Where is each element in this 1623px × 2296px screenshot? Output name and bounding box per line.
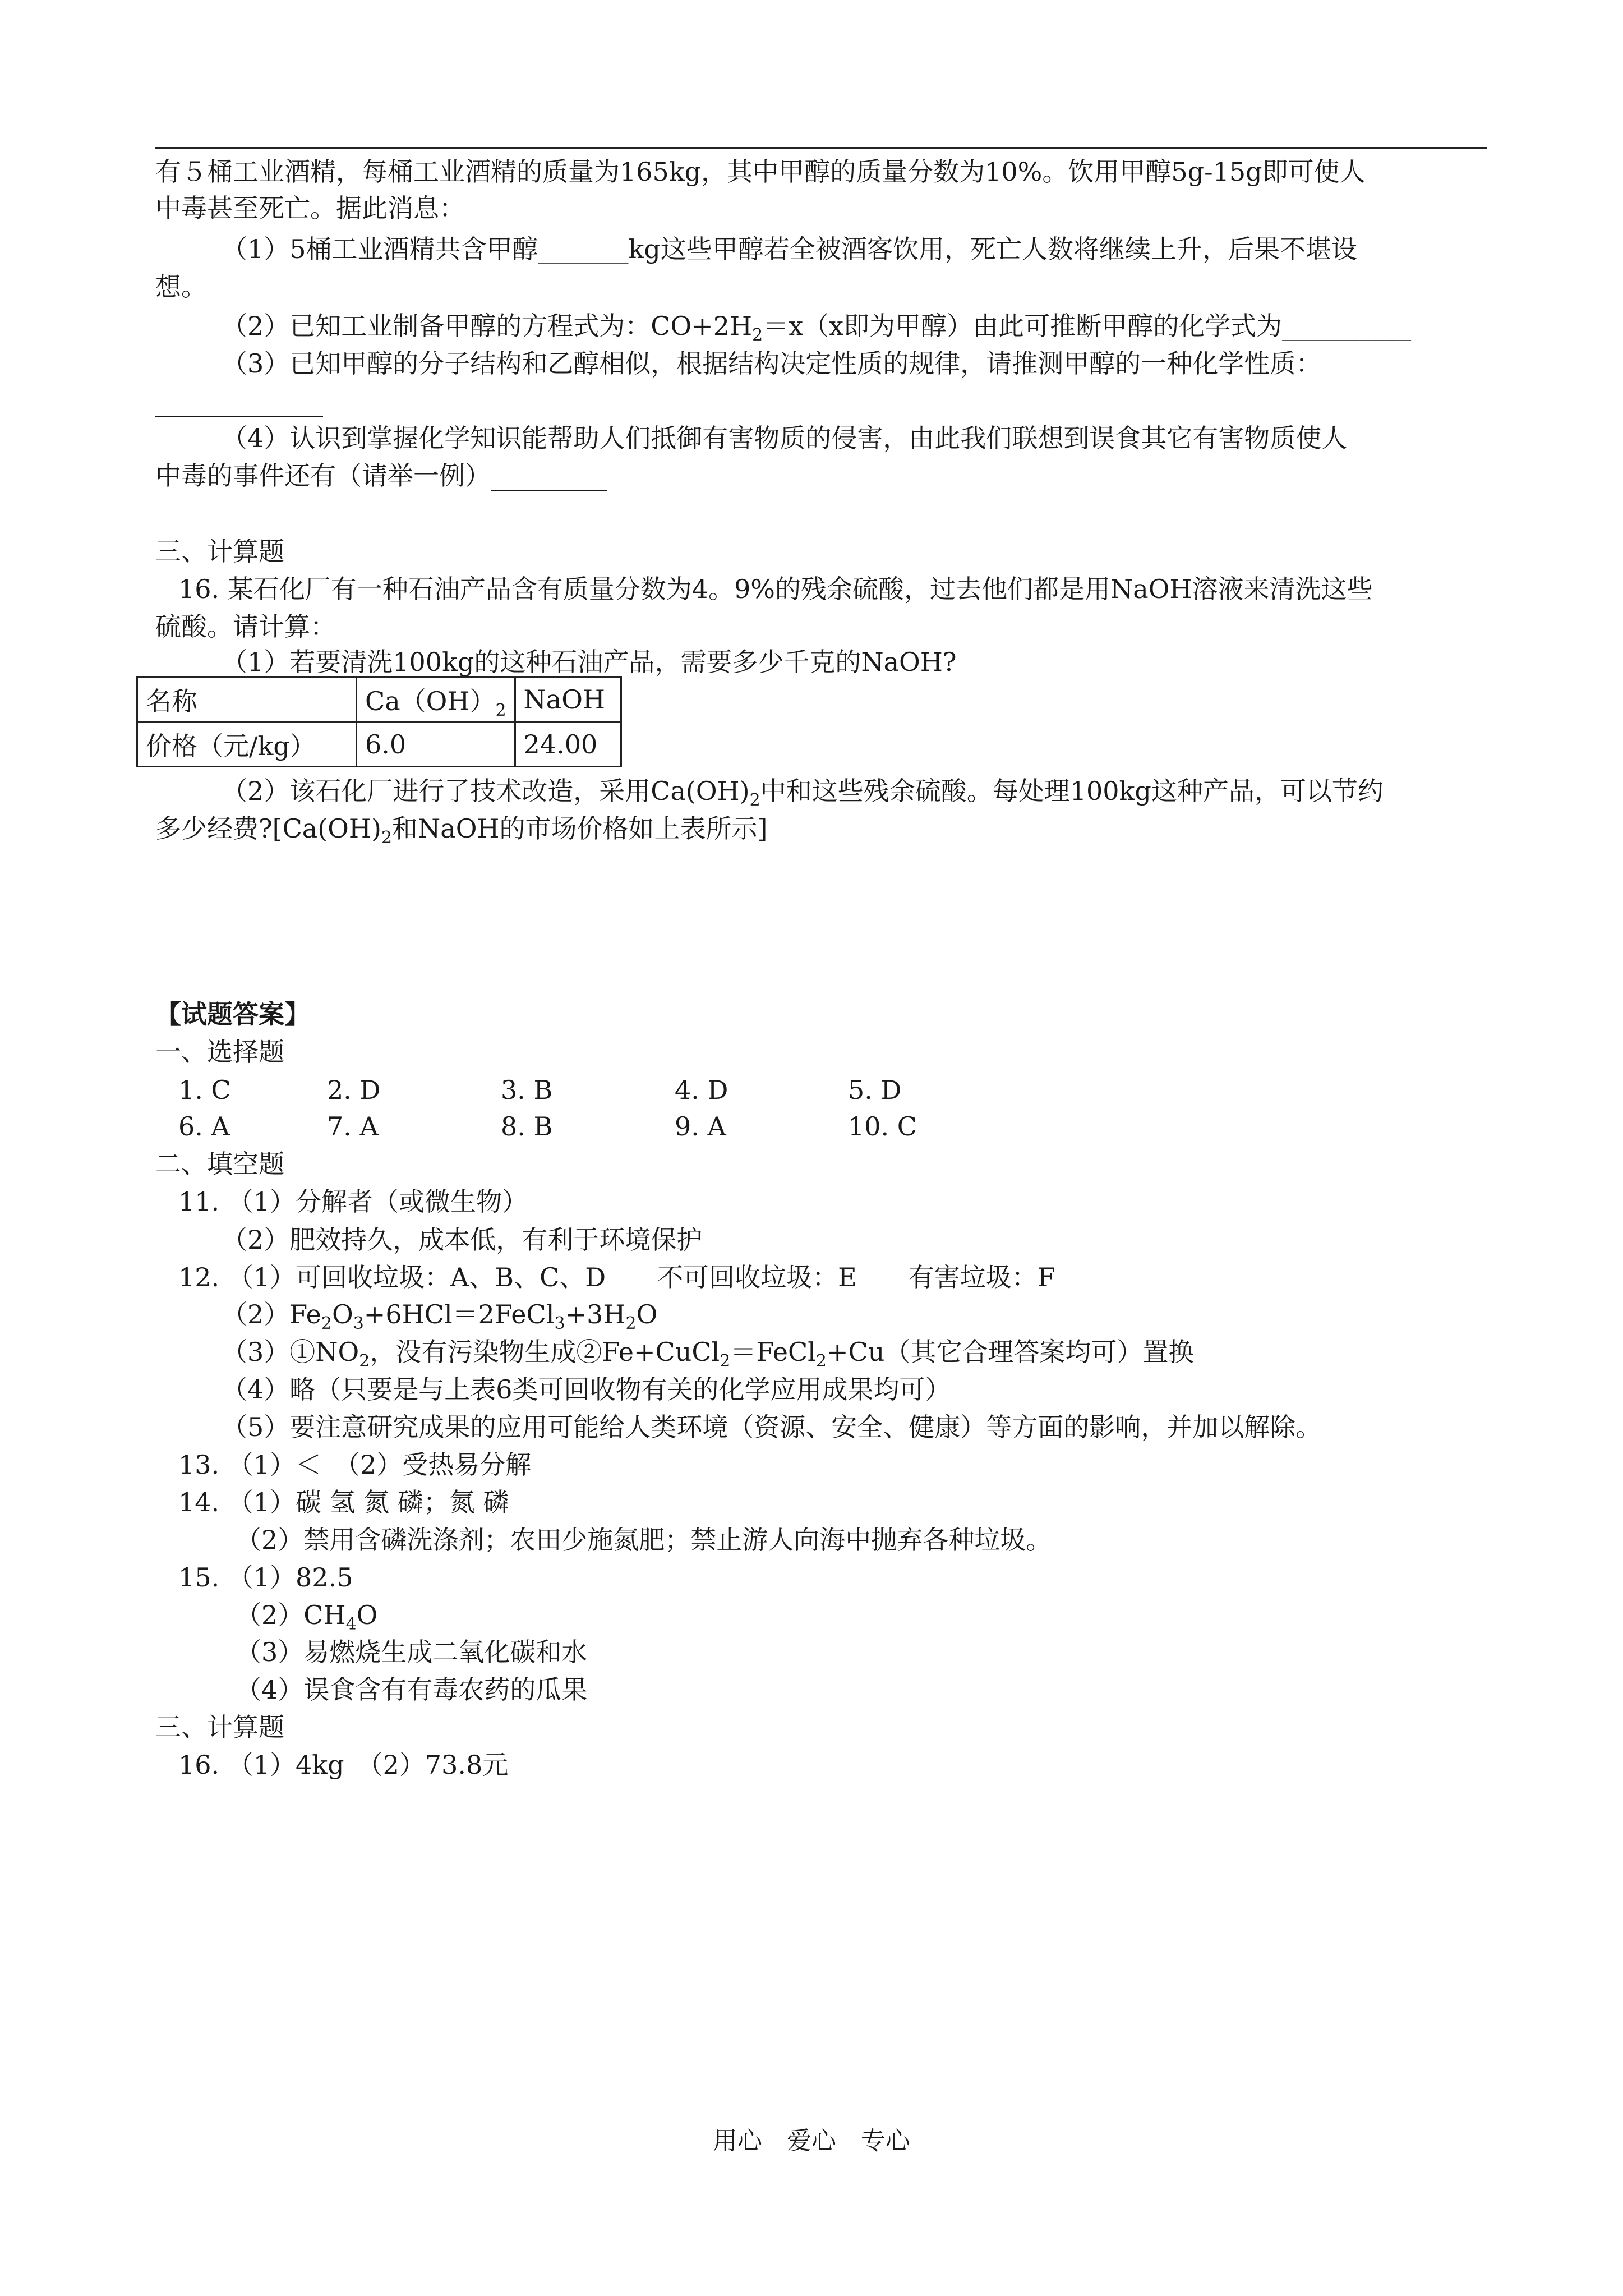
table-row [137, 677, 621, 722]
answer-14-part2: （2）禁用含磷洗涤剂；农田少施氮肥；禁止游人向海中抛弃各种垃圾。 [236, 1525, 1052, 1555]
table-cell-caoh-price: 6.0 [357, 722, 515, 767]
table-cell-name-header: 名称 [137, 677, 357, 722]
answer-15-part1: 15. （1）82.5 [178, 1562, 353, 1593]
q15-part3-blank: _____________ [155, 386, 323, 417]
choice-answer: 1. C [178, 1075, 231, 1105]
price-table [136, 676, 622, 767]
answer-12-part3: $(3)①NO_2$，没有污染物生成②Fe+CuCl$_2$＝FeCl$_2$+Cu（其它合理答案均可）置换 [222, 1337, 1195, 1371]
q15-part1-line2: 想。 [155, 272, 207, 302]
answer-12-part4: （4）略（只要是与上表6类可回收物有关的化学应用成果均可） [222, 1374, 951, 1405]
answer-11-part1: 11. （1）分解者（或微生物） [178, 1186, 528, 1217]
table-cell-naoh-header: NaOH [515, 677, 621, 722]
section3-title: 三、计算题 [155, 536, 284, 567]
intro-line-2: 中毒甚至死亡。据此消息： [155, 193, 465, 223]
answer-12-part5: （5）要注意研究成果的应用可能给人类环境（资源、安全、健康）等方面的影响，并加以解除。 [222, 1412, 1322, 1442]
table-row [137, 722, 621, 767]
q16-line1: 16. 某石化厂有一种石油产品含有质量分数为4。9%的残余硫酸，过去他们都是用NaOH溶液来清洗这些 [178, 574, 1373, 604]
answer-15-part2: $(2)CH_4O$ [236, 1600, 378, 1634]
answers-title: 【试题答案】 [155, 999, 310, 1029]
header-rule [155, 147, 1487, 149]
answer-12-part1: 12. （1）可回收垃圾：A、B、C、D 不可回收垃圾：E 有害垃圾：F [178, 1262, 1055, 1292]
answers-section3-title: 三、计算题 [155, 1712, 284, 1742]
answer-14-part1: 14. （1）碳 氢 氮 磷；氮 磷 [178, 1487, 509, 1517]
choice-answer: 4. D [675, 1075, 728, 1105]
answer-16: 16. （1）4kg （2）73.8元 [178, 1750, 509, 1780]
q15-part4-line2: 中毒的事件还有（请举一例）_________ [155, 461, 607, 491]
answer-15-part4: （4）误食含有有毒农药的瓜果 [236, 1674, 588, 1705]
page-footer: 用心 爱心 专心 [713, 2127, 910, 2155]
q15-part3-line1: （3）已知甲醇的分子结构和乙醇相似，根据结构决定性质的规律，请推测甲醇的一种化学性质： [222, 348, 1322, 379]
choice-answer: 5. D [848, 1075, 902, 1105]
choice-answer: 3. B [501, 1075, 553, 1105]
choice-answer: 9. A [675, 1111, 726, 1142]
answers-section2-title: 二、填空题 [155, 1149, 284, 1179]
answers-section1-title: 一、选择题 [155, 1037, 284, 1067]
answer-12-part2: $(2)Fe_2O_3+6HCl=2FeCl_3+3H_2O$ [222, 1299, 658, 1333]
q15-part1-line1: （1）5桶工业酒精共含甲醇_______kg这些甲醇若全被酒客饮用，死亡人数将继续上升，后果不堪设 [222, 234, 1357, 264]
choice-answer: 2. D [327, 1075, 381, 1105]
choice-answer: 10. C [848, 1111, 917, 1142]
intro-line-1: 有５桶工业酒精，每桶工业酒精的质量为165kg，其中甲醇的质量分数为10%。饮用甲醇5g-15g即可使人 [155, 157, 1366, 187]
answer-13: 13. （1）＜ （2）受热易分解 [178, 1450, 532, 1480]
choice-answer: 8. B [501, 1111, 553, 1142]
q15-part4-line1: （4）认识到掌握化学知识能帮助人们抵御有害物质的侵害，由此我们联想到误食其它有害物质使人 [222, 423, 1348, 453]
choice-answer: 7. A [327, 1111, 379, 1142]
q16-line2: 硫酸。请计算： [155, 611, 336, 642]
q16-part2-line1: （2）该石化厂进行了技术改造，采用$Ca(OH)_2$中和这些残余硫酸。每处理100kg这种产品，可以节约 [222, 776, 1384, 810]
answer-15-part3: （3）易燃烧生成二氧化碳和水 [236, 1637, 588, 1667]
table-cell-price-label: 价格（元/kg） [137, 722, 357, 767]
q16-part2-line2: 多少经费$?[Ca(OH)_2$和NaOH的市场价格如上表所示] [155, 813, 768, 848]
table-cell-naoh-price: 24.00 [515, 722, 621, 767]
q16-part1: （1）若要清洗100kg的这种石油产品，需要多少千克的NaOH? [222, 647, 957, 677]
choice-answer: 6. A [178, 1111, 230, 1142]
table-cell-caoh-header: $Ca(OH)_2$ [357, 677, 515, 722]
answer-11-part2: （2）肥效持久，成本低，有利于环境保护 [222, 1225, 703, 1255]
q15-part2: （2）已知工业制备甲醇的方程式为：$CO+2H_2=x(x$即为甲醇）由此可推断甲醇的化学式为__________ [222, 311, 1412, 345]
